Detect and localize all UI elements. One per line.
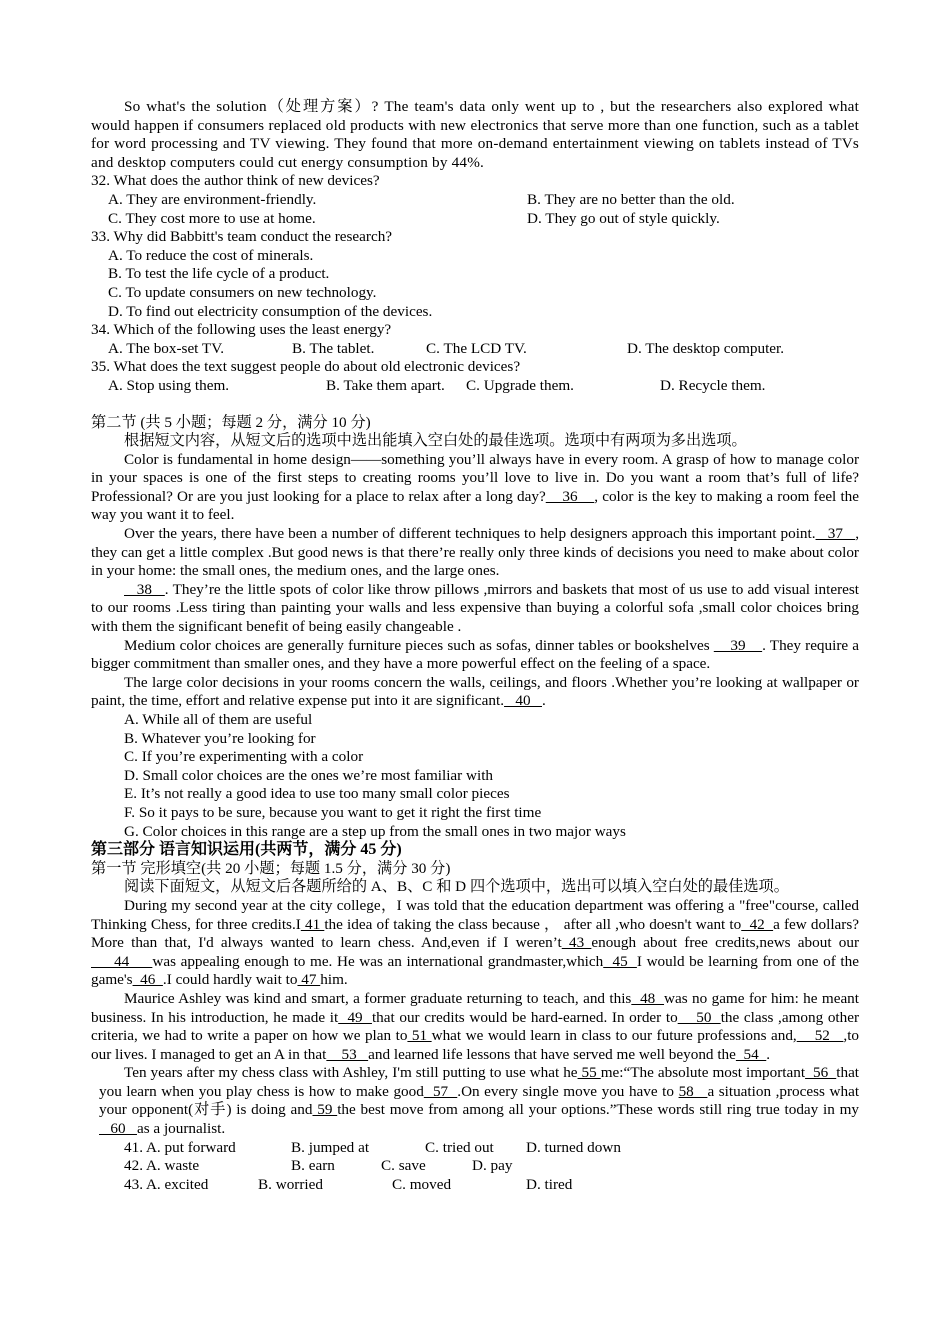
blank-50: 50 [677, 1008, 721, 1026]
blank-57: 57 [423, 1082, 458, 1100]
q42-option-d: D. pay [472, 1157, 513, 1175]
q33-option-d: D. To find out electricity consumption of the devices. [108, 302, 433, 320]
cloze-text: was appealing enough to me. He was an international grandmaster,which [152, 952, 604, 970]
q41-option-a: 41. A. put forward [124, 1138, 236, 1156]
question-43-options [91, 1176, 859, 1195]
q33-option-c: C. To update consumers on new technology. [108, 283, 377, 301]
q32-option-a: A. They are environment-friendly. [108, 190, 317, 208]
section-2-paragraph-1 [91, 451, 859, 525]
section-2-paragraph-3 [91, 581, 859, 637]
blank-37: 37 [815, 525, 856, 543]
q42-option-a: 42. A. waste [124, 1157, 200, 1175]
q35-option-b: B. Take them apart. [326, 376, 445, 394]
s2p5-text-b: . [542, 692, 546, 710]
q34-option-c: C. The LCD TV. [426, 339, 527, 357]
q41-option-b: B. jumped at [291, 1138, 370, 1156]
cloze-text: . [766, 1045, 771, 1063]
cloze-text: enough about free credits,news about our [591, 934, 859, 952]
cloze-text: During my second year at the city college，I was told that the education department was offering a "free"course, called Thinking Chess, for three credits.I [91, 896, 859, 933]
cloze-text: and learned life lessons that have served me well beyond the [368, 1045, 736, 1063]
s2p3-text-b: . They’re the little spots of color like throw pillows ,mirrors and baskets that most of us use to add visual interest to our rooms .Less tiring than painting your walls and less expensive than buying a colorful sofa ,small color choices bring with them the significant benefit of being easily changeable . [91, 580, 859, 636]
q32-option-d: D. They go out of style quickly. [527, 209, 720, 227]
q41-option-c: C. tried out [425, 1138, 494, 1156]
section-2-option: D. Small color choices are the ones we’re most familiar with [124, 766, 494, 784]
blank-44: 44 [91, 952, 153, 970]
blank-40: 40 [504, 692, 542, 710]
question-32-options-row1 [91, 191, 859, 210]
section-2-paragraph-4 [91, 637, 859, 674]
blank-54: 54 [735, 1045, 767, 1063]
s2p1-text-a: Color is fundamental in home design——something you’ll always have in every room. A grasp of how to manage color in your spaces is one of the first steps to creating rooms you’ll love to live in. Do you want a room that’s full of life? Professional? Or are you just looking for a place to relax after a long day? [91, 450, 859, 505]
section-2-instruction: 根据短文内容，从短文后的选项中选出能填入空白处的最佳选项。选项中有两项为多出选项。 [124, 432, 747, 450]
cloze-text: a few dollars?More than that, I'd always wanted to learn chess. And,even if I weren’t [91, 915, 859, 952]
blank-51: 51 [407, 1027, 432, 1045]
cloze-text: him. [320, 971, 348, 989]
s2p4-text-b: . They require a bigger commitment than smaller ones, and they have a more powerful effect on the feeling of a space. [91, 636, 860, 673]
q32-option-b: B. They are no better than the old. [527, 190, 735, 208]
part-3-subheading: 第一节 完形填空(共 20 小题；每题 1.5 分，满分 30 分) [91, 859, 451, 877]
cloze-text: Maurice Ashley was kind and smart, a former graduate returning to teach, and this [124, 989, 632, 1007]
cloze-text: the class ,among other criteria, we had to write a paper on how we plan to [91, 1008, 860, 1045]
part-3-instruction: 阅读下面短文，从短文后各题所给的 A、B、C 和 D 四个选项中，选出可以填入空白处的最佳选项。 [124, 878, 789, 896]
question-32-options-row2 [91, 210, 859, 229]
q42-option-b: B. earn [291, 1157, 335, 1175]
s2p4-text-a: Medium color choices are generally furniture pieces such as sofas, dinner tables or bookshelves [124, 636, 710, 654]
q43-option-d: D. tired [526, 1175, 573, 1193]
section-2-option: F. So it pays to be sure, because you want to get it right the first time [124, 803, 542, 821]
section-2-option: C. If you’re experimenting with a color [124, 748, 364, 766]
blank-56: 56 [805, 1064, 837, 1082]
section-2-option: G. Color choices in this range are a step up from the small ones in two major ways [124, 822, 626, 840]
question-35-options [91, 377, 859, 396]
section-2-heading: 第二节 (共 5 小题；每题 2 分，满分 10 分) [91, 413, 371, 431]
q35-option-a: A. Stop using them. [108, 376, 230, 394]
blank-53: 53 [326, 1045, 369, 1063]
q34-option-d: D. The desktop computer. [627, 339, 785, 357]
blank-59: 59 [312, 1101, 338, 1119]
cloze-text: that our credits would be hard-earned. In order to [371, 1008, 678, 1026]
section-2-paragraph-2 [91, 525, 859, 581]
blank-38: 38 [124, 580, 165, 598]
section-2-option: E. It’s not really a good idea to use too many small color pieces [124, 785, 510, 803]
cloze-text: what we would learn in class to our future professions and, [431, 1027, 797, 1045]
q43-option-c: C. moved [392, 1175, 452, 1193]
s2p2-text-a: Over the years, there have been a number of different techniques to help designers approach this important point. [124, 525, 816, 543]
question-35-stem: 35. What does the text suggest people do about old electronic devices? [91, 358, 521, 376]
q41-option-d: D. turned down [526, 1138, 621, 1156]
question-41-options [91, 1139, 859, 1158]
blank-58: 58 [678, 1082, 708, 1100]
passage-final-paragraph: So what's the solution（处理方案）? The team's data only went up to , but the researchers also explored what would happen if consumers replaced old products with new electronics that serve more than one function, such as a tablet for word processing and TV viewing. They found that more on-demand entertainment viewing on tablets instead of TVs and desktop computers could cut energy consumption by 44%. [91, 98, 859, 171]
cloze-text: me:“The absolute most important [600, 1064, 806, 1082]
cloze-text: as a journalist. [136, 1120, 226, 1138]
question-34-stem: 34. Which of the following uses the least energy? [91, 321, 392, 339]
question-42-options [91, 1157, 859, 1176]
part-3-heading: 第三部分 语言知识运用(共两节，满分 45 分) [91, 841, 402, 859]
blank-49: 49 [338, 1008, 372, 1026]
cloze-paragraph-3 [91, 1064, 859, 1138]
cloze-text: .I could hardly wait to [162, 971, 298, 989]
question-33-stem: 33. Why did Babbitt's team conduct the research? [91, 228, 393, 246]
cloze-text: .On every single move you have to [457, 1082, 679, 1100]
cloze-paragraph-2 [91, 990, 859, 1064]
section-2-paragraph-5 [91, 674, 859, 711]
section-2-option: A. While all of them are useful [124, 711, 313, 728]
q33-option-b: B. To test the life cycle of a product. [108, 265, 330, 283]
blank-48: 48 [631, 989, 665, 1007]
q34-option-a: A. The box-set TV. [108, 339, 225, 357]
blank-47: 47 [297, 971, 321, 989]
cloze-paragraph-1 [91, 897, 859, 990]
q43-option-a: 43. A. excited [124, 1175, 209, 1193]
s2p5-text-a: The large color decisions in your rooms concern the walls, ceilings, and floors .Whether you’re looking at wallpaper or paint, the time, effort and relative expense put into it are significant. [91, 673, 859, 710]
cloze-text: the idea of taking the class because ， after all ,who doesn't want to [324, 915, 742, 933]
blank-52: 52 [796, 1027, 844, 1045]
blank-41: 41 [300, 915, 325, 933]
cloze-text: Ten years after my chess class with Ashley, I'm still putting to use what he [124, 1064, 578, 1082]
document-page [91, 98, 859, 1194]
cloze-text: the best move from among all your options.”These words still ring true today in my [337, 1101, 859, 1119]
blank-45: 45 [603, 952, 637, 970]
blank-55: 55 [577, 1064, 601, 1082]
q42-option-c: C. save [381, 1157, 426, 1175]
blank-46: 46 [132, 971, 163, 989]
cloze-text: was no game for him: he meant business. In his introduction, he made it [91, 989, 859, 1026]
cloze-text: ,to our lives. I managed to get an A in that [91, 1027, 860, 1063]
q33-option-a: A. To reduce the cost of minerals. [108, 246, 314, 264]
q35-option-c: C. Upgrade them. [466, 376, 574, 394]
cloze-text: that you learn when you play chess is how to make good [99, 1064, 860, 1100]
question-34-options [91, 340, 859, 359]
s2p2-text-b: , they can get a little complex .But good news is that there’re really only three kinds of decisions you need to make about color in your home: the small ones, the medium ones, and the large ones. [91, 525, 859, 580]
q35-option-d: D. Recycle them. [660, 376, 766, 394]
question-32-stem: 32. What does the author think of new devices? [91, 172, 380, 190]
blank-42: 42 [741, 915, 774, 933]
cloze-text: a situation ,process what your opponent(对手) is doing and [99, 1082, 860, 1119]
blank-39: 39 [713, 636, 763, 654]
blank-43: 43 [561, 934, 592, 952]
blank-60: 60 [99, 1120, 137, 1138]
section-2-option: B. Whatever you’re looking for [124, 729, 316, 747]
cloze-text: I would be learning from one of the game's [91, 952, 859, 989]
q34-option-b: B. The tablet. [292, 339, 375, 357]
blank-36: 36 [545, 487, 595, 505]
s2p1-text-b: , color is the key to making a room feel the way you want it to feel. [91, 487, 860, 524]
q32-option-c: C. They cost more to use at home. [108, 209, 316, 227]
q43-option-b: B. worried [258, 1175, 323, 1193]
